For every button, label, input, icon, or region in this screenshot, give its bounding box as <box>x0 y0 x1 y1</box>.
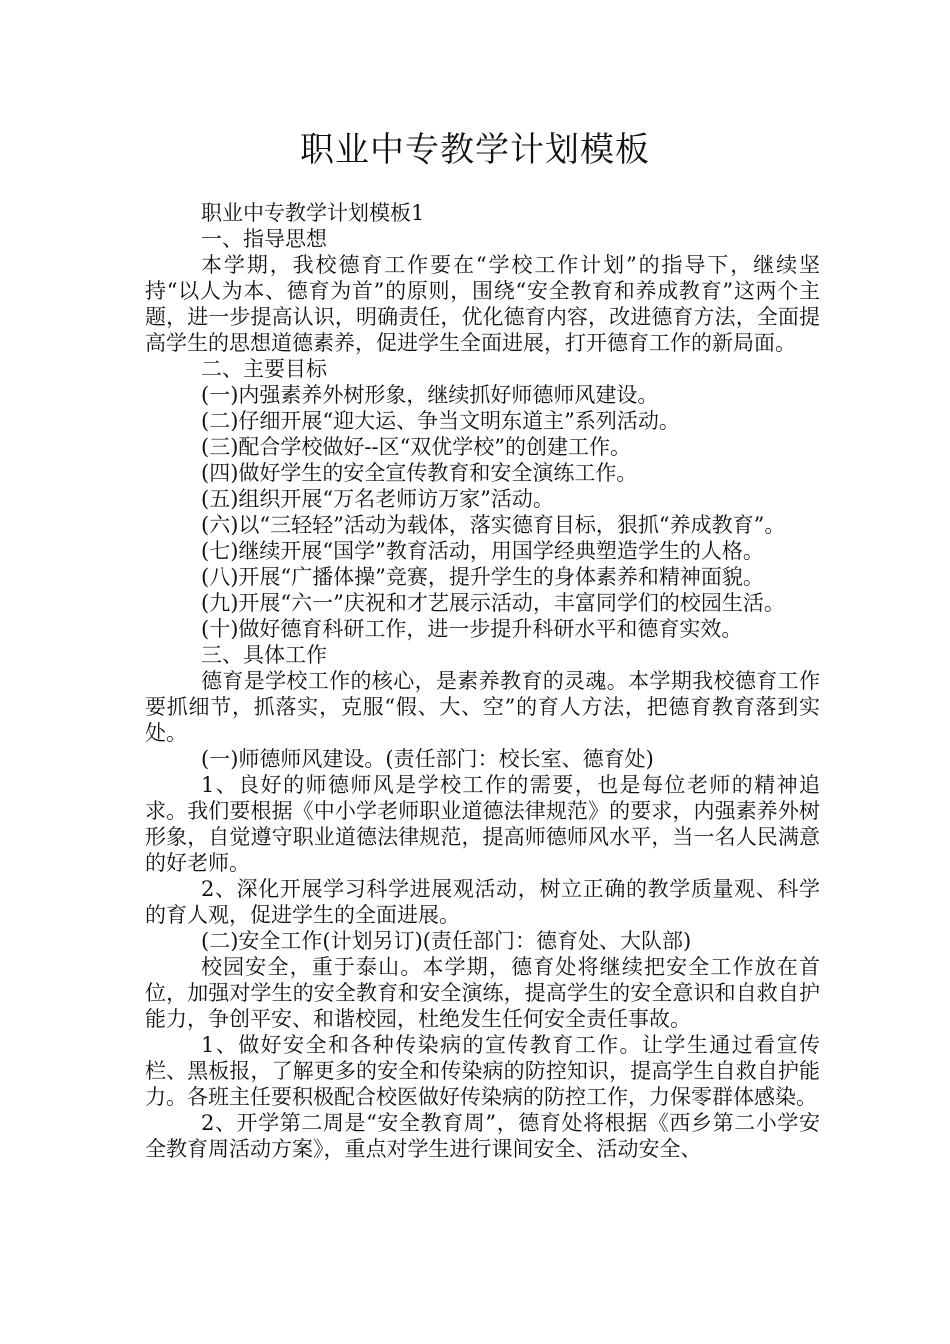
list-item: (六)以“三轻轻”活动为载体，落实德育目标，狠抓“养成教育”。 <box>201 513 786 537</box>
subsection-heading: (一)师德师风建设。(责任部门：校长室、德育处) <box>201 747 654 771</box>
paragraph: 校园安全，重于泰山。本学期，德育处将继续把安全工作放在首位，加强对学生的安全教育和安全演练，提高学生的安全意识和自救自护能力，争创平安、和谐校园，杜绝发生任何安全责任事故。 <box>145 955 820 1031</box>
list-item: (十)做好德育科研工作，进一步提升科研水平和德育实效。 <box>201 617 743 641</box>
paragraph: 本学期，我校德育工作要在“学校工作计划”的指导下，继续坚持“以人为本、德育为首”的原则，围绕“安全教育和养成教育”这两个主题，进一步提高认识，明确责任，优化德育内容，改进德育方法，全面提高学生的思想道德素养，促进学生全面进展，打开德育工作的新局面。 <box>145 253 820 355</box>
list-item: (七)继续开展“国学”教育活动，用国学经典塑造学生的人格。 <box>201 539 764 563</box>
paragraph: 职业中专教学计划模板1 <box>201 201 425 225</box>
list-item: (四)做好学生的安全宣传教育和安全演练工作。 <box>201 461 638 485</box>
list-item: (五)组织开展“万名老师访万家”活动。 <box>201 487 554 511</box>
list-item: (九)开展“六一”庆祝和才艺展示活动，丰富同学们的校园生活。 <box>201 591 785 615</box>
paragraph: 2、开学第二周是“安全教育周”，德育处将根据《西乡第二小学安全教育周活动方案》，重点对学生进行课间安全、活动安全、 <box>145 1111 820 1161</box>
list-item: (八)开展“广播体操”竞赛，提升学生的身体素养和精神面貌。 <box>201 565 764 589</box>
list-item: (三)配合学校做好--区“双优学校”的创建工作。 <box>201 435 632 459</box>
list-item: (一)内强素养外树形象，继续抓好师德师风建设。 <box>201 383 659 407</box>
section-heading: 二、主要目标 <box>201 357 327 381</box>
section-heading: 一、指导思想 <box>201 227 327 251</box>
subsection-heading: (二)安全工作(计划另订)(责任部门：德育处、大队部) <box>201 929 692 953</box>
section-heading: 三、具体工作 <box>201 643 327 667</box>
list-item: (二)仔细开展“迎大运、争当文明东道主”系列活动。 <box>201 409 680 433</box>
paragraph: 1、做好安全和各种传染病的宣传教育工作。让学生通过看宣传栏、黑板报，了解更多的安全和传染病的防控知识，提高学生自救自护能力。各班主任要积极配合校医做好传染病的防控工作，力保零群体感染。 <box>145 1033 820 1109</box>
paragraph: 2、深化开展学习科学进展观活动，树立正确的教学质量观、科学的育人观，促进学生的全面进展。 <box>145 877 820 927</box>
document-title: 职业中专教学计划模板 <box>300 130 650 170</box>
paragraph: 1、良好的师德师风是学校工作的需要，也是每位老师的精神追求。我们要根据《中小学老师职业道德法律规范》的要求，内强素养外树形象，自觉遵守职业道德法律规范，提高师德师风水平，当一名人民满意的好老师。 <box>145 773 820 875</box>
document-body <box>145 200 820 1162</box>
paragraph: 德育是学校工作的核心，是素养教育的灵魂。本学期我校德育工作要抓细节，抓落实，克服“假、大、空”的育人方法，把德育教育落到实处。 <box>145 669 820 745</box>
